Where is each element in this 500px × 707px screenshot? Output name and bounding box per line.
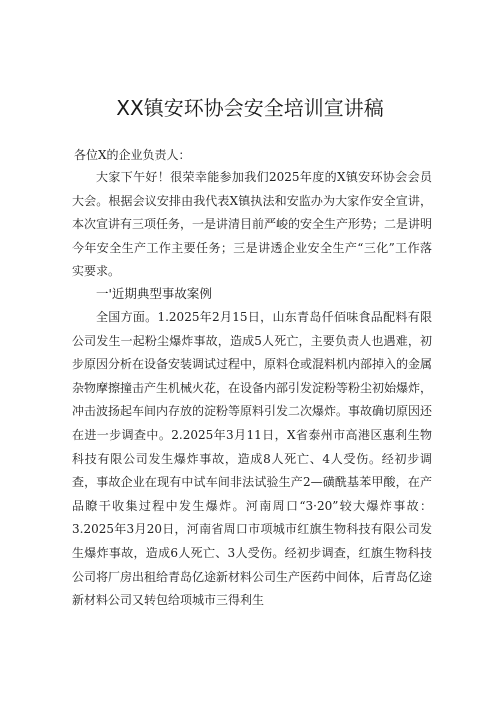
paragraph-national-cases: 全国方面。1.2025年2月15日，山东青岛仟佰味食品配料有限公司发生一起粉尘爆炸事故，造成5人死亡，主要负责人也遇难，初步原因分析在设备安装调试过程中，原料仓或混料机内部掉入的金属杂物摩擦撞击产生机械火花，在设备内部引发淀粉等粉尘初始爆炸，冲击波扬起车间内存放的淀粉等原料引发二次爆炸。事故确切原因还在进一步调查中。2.2025年3月11日，X省泰州市高港区惠利生物科技有限公司发生爆炸事故，造成8人死亡、4人受伤。经初步调查，事故企业在现有中试车间非法试验生产2—磺酰基苯甲酸，在产品瞭干收集过程中发生爆炸。河南周口“3·20”较大爆炸事故：3.2025年3月20日，河南省周口市项城市红旗生物科技有限公司发生爆炸事故，造成6人死亡、3人受伤。经初步调查，红旗生物科技公司将厂房出租给青岛亿途新材料公司生产医药中间体，后青岛亿途新材料公司又转包给项城市三得利生: [72, 310, 433, 608]
paragraph-opening: 大家下午好！很荣幸能参加我们2025年度的X镇安环协会会员大会。根据会议安排由我代表X镇执法和安监办为大家作安全宣讲，本次宣讲有三项任务，一是讲清目前严峻的安全生产形势；二是讲明今年安全生产工作主要任务；三是讲透企业安全生产“三化”工作落实要求。: [72, 170, 433, 279]
section-heading-accident-cases: 一'近期典型事故案例: [96, 286, 212, 301]
salutation: 各位X的企业负责人：: [74, 148, 191, 162]
document-title: XX镇安环协会安全培训宣讲稿: [116, 96, 384, 120]
